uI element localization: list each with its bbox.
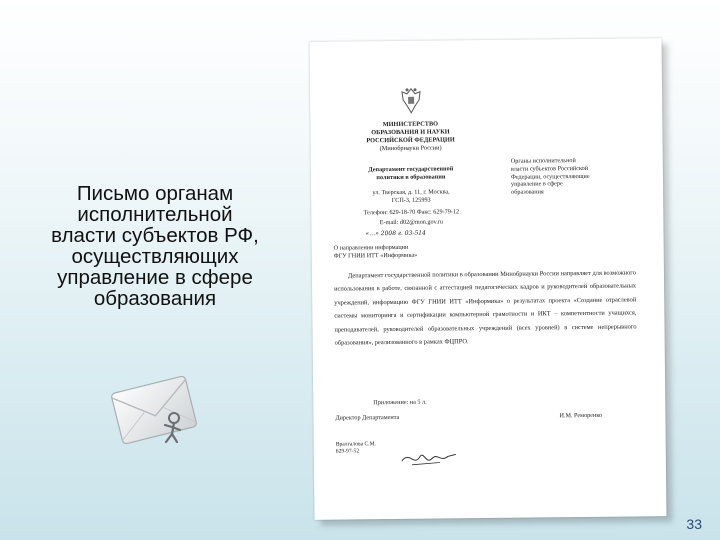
address: ул. Тверская, д. 11, г. Москва, ГСП-3, 125993 [372, 188, 450, 204]
official-letter [310, 38, 667, 520]
department-name: Департамент государственной политики в образовании [368, 165, 454, 181]
caption-line: образования [93, 287, 217, 310]
envelope-icon [108, 370, 200, 450]
caption-line: исполнительной [77, 203, 233, 226]
coat-of-arms-icon [398, 86, 424, 116]
caption-line: Письмо органам [76, 182, 234, 205]
letter-subject: О направлении информации ФГУ ГНИИ ИТТ «Информика» [333, 243, 418, 260]
email: E-mail: d02@mon.gov.ru [379, 218, 444, 227]
caption-line: осуществляющих [71, 245, 239, 268]
attachment-note: Приложение: на 5 л. [373, 398, 427, 407]
signer-name: И.М. Реморенко [559, 411, 603, 420]
ministry-header: МИНИСТЕРСТВО ОБРАЗОВАНИЯ И НАУКИ РОССИЙСКОЙ ФЕДЕРАЦИИ (Минобрнауки России) [366, 120, 455, 152]
letter-body: Департамент государственной политики в образовании Минобрнауки России направляет для возможного использования в работе, связанной с аттестацией педагогических кадров и руководителей образовательных учреждений, информацию ФГУ ГНИИ ИТТ «Информика» о результатах проекта «Создание отраслевой системы мониторинга и сертификации компьютерной грамотности и ИКТ – компетентности учащихся, преподавателей, руководителей образовательных учреждений (всех уровней) в системе непрерывного образования», реализованного в рамках ФЦПРО. [334, 269, 637, 347]
slide-caption [20, 183, 290, 309]
executor: Вралгалова С.М. 629-97-52 [335, 441, 376, 455]
caption-line: управление в сфере [57, 266, 253, 289]
signer-title: Директор Департамента [335, 413, 400, 422]
recipient: Органы исполнительной власти субъектов Российской Федерации, осуществляющие управление в сфере образования [510, 157, 590, 196]
page-number: 33 [686, 516, 702, 532]
caption-line: власти субъектов РФ, [51, 224, 259, 247]
contacts: Телефон: 629-18-70 Факс: 629-79-12 [363, 208, 460, 217]
handwritten-ref: «…» 2008 г. 03-514 [365, 229, 426, 238]
